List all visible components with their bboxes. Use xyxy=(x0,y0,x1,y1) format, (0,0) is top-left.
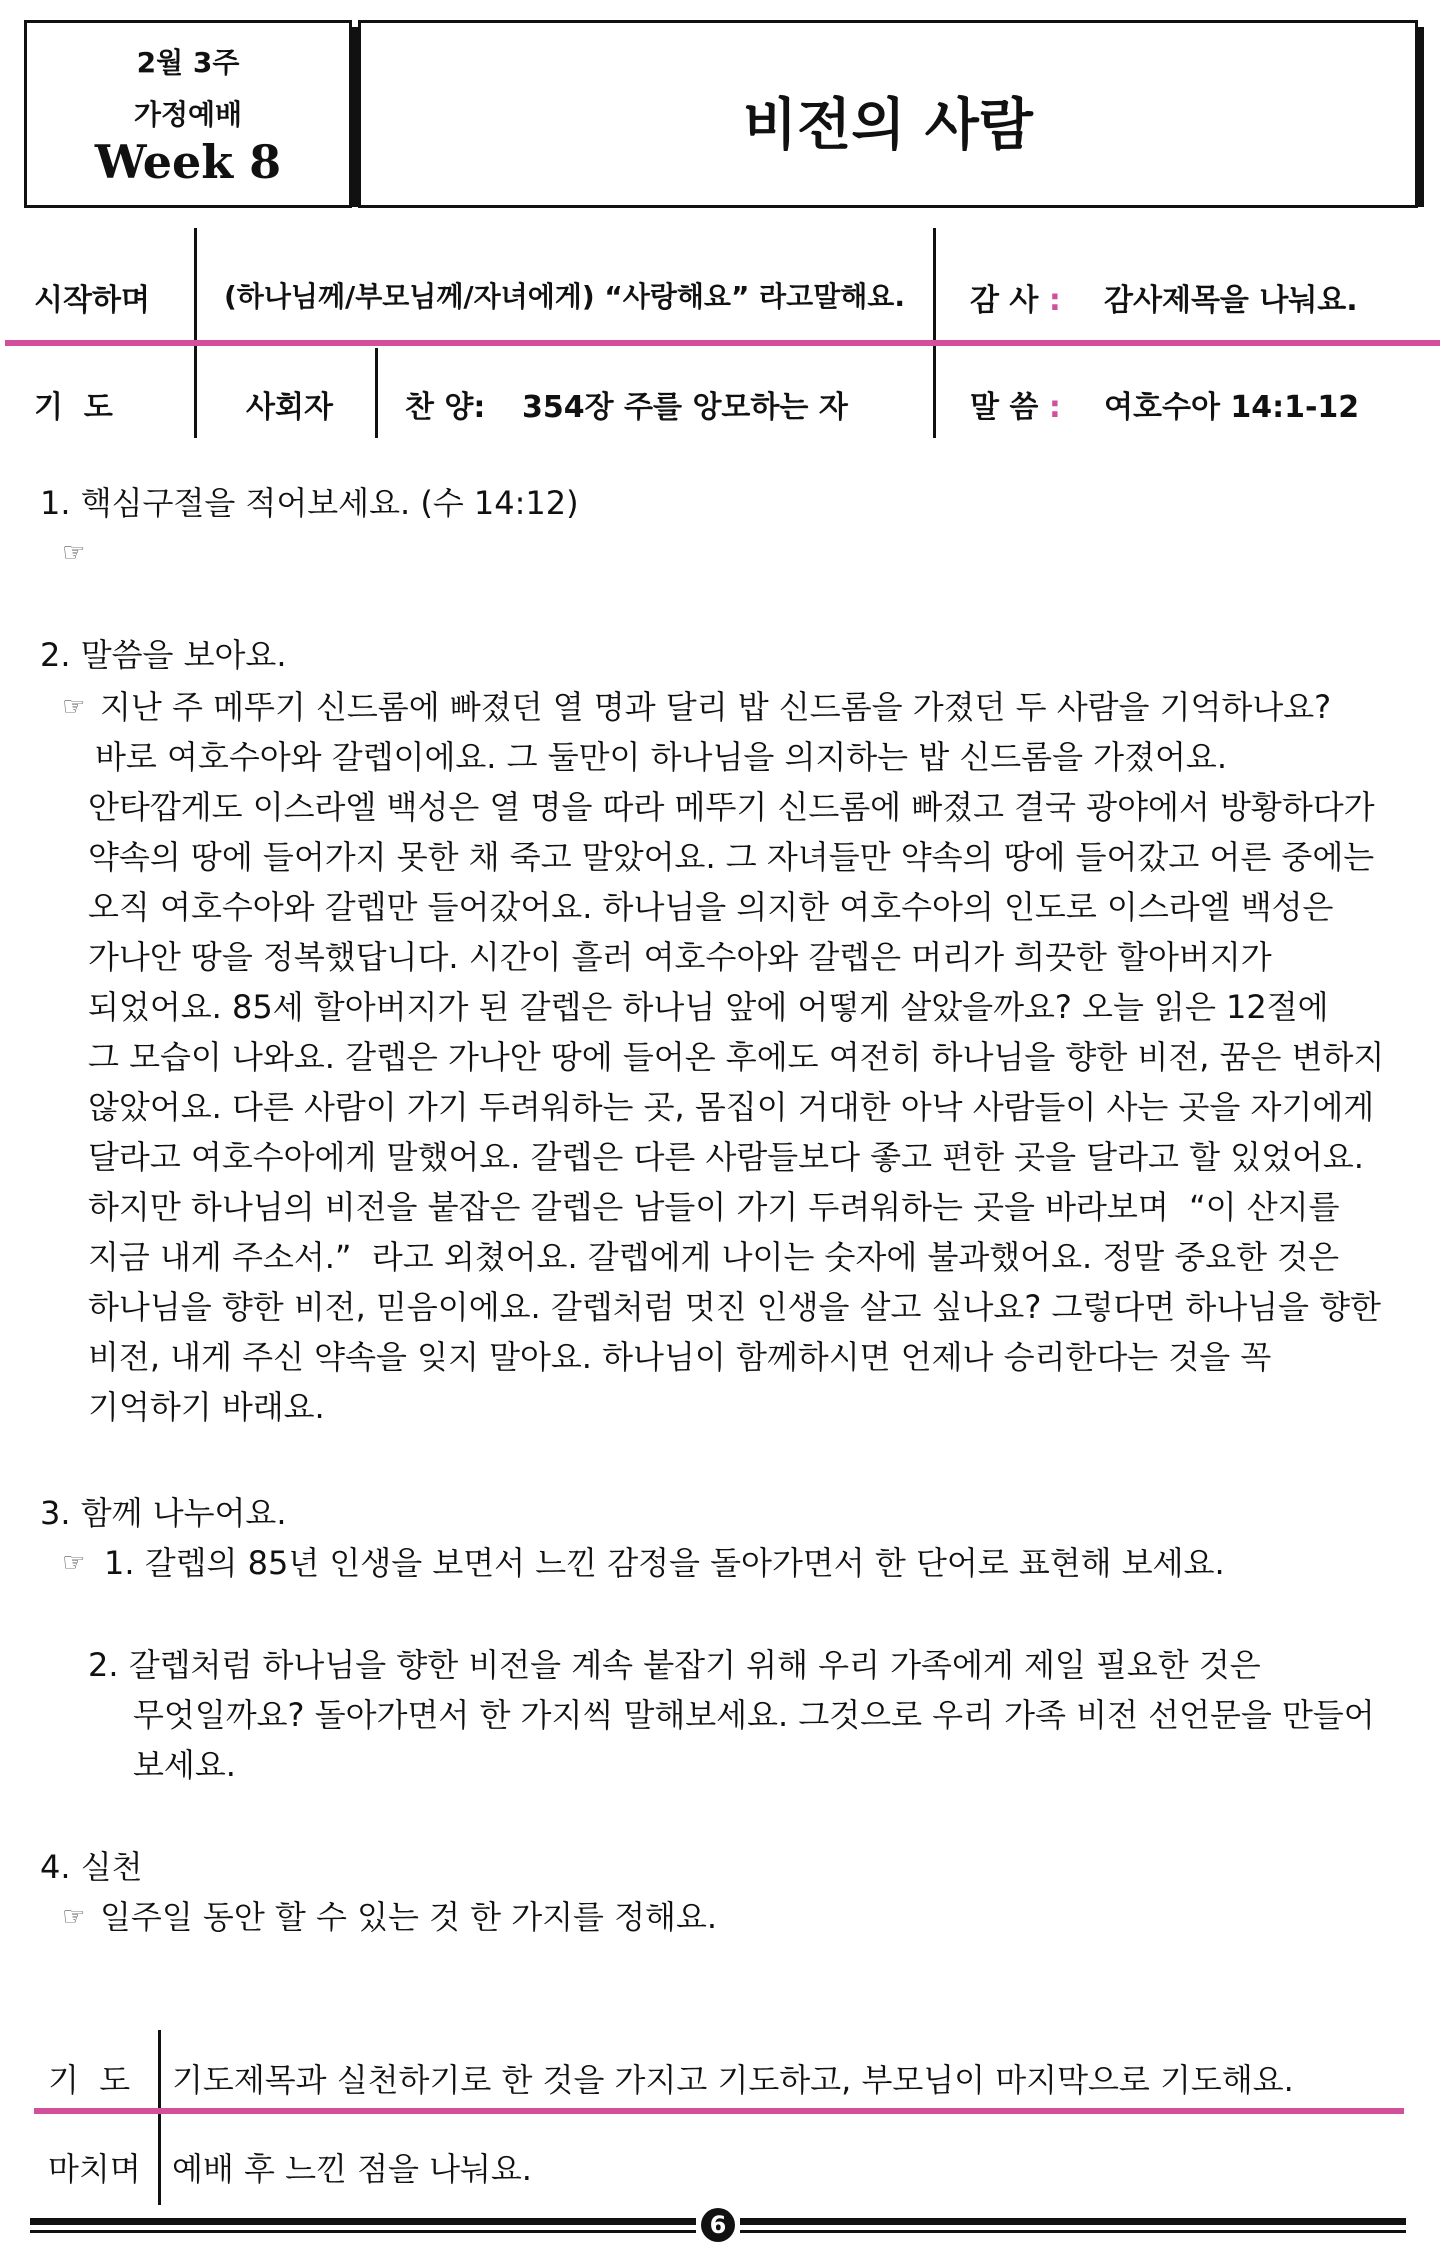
discussion-question-2: 2. 갈렙처럼 하나님을 향한 비전을 계속 붙잡기 위해 우리 가족에게 제일 필요한 것은 xyxy=(88,1646,1261,1684)
table-divider xyxy=(933,228,936,438)
sermon-line: 하나님을 향한 비전, 믿음이에요. 갈렙처럼 멋진 인생을 살고 싶나요? 그렇다면 하나님을 향한 xyxy=(88,1288,1381,1326)
sermon-line: 오직 여호수아와 갈렙만 들어갔어요. 하나님을 의지한 여호수아의 인도로 이스라엘 백성은 xyxy=(88,888,1334,926)
closing-label: 마치며 xyxy=(48,2150,141,2188)
section-1-title: 1. 핵심구절을 적어보세요. (수 14:12) xyxy=(40,484,579,522)
section-3-title: 3. 함께 나누어요. xyxy=(40,1494,287,1532)
sermon-line: 안타깝게도 이스라엘 백성은 열 명을 따라 메뚜기 신드롬에 빠졌고 결국 광야에서 방황하다가 xyxy=(88,788,1375,826)
thanks-label xyxy=(970,275,1061,319)
table-divider xyxy=(158,2030,161,2205)
leader-label: 사회자 xyxy=(246,390,333,425)
footer-rule xyxy=(740,2218,1406,2225)
discussion-question-1: 1. 갈렙의 85년 인생을 보면서 느낀 감정을 돌아가면서 한 단어로 표현해 보세요. xyxy=(104,1544,1225,1582)
pointing-hand-icon: ☞ xyxy=(62,692,86,722)
sermon-line: 그 모습이 나와요. 갈렙은 가나안 땅에 들어온 후에도 여전히 하나님을 향한 비전, 꿈은 변하지 xyxy=(88,1038,1385,1076)
week-label: 2월 3주 xyxy=(136,46,240,79)
pointing-hand-icon: ☞ xyxy=(62,538,86,568)
word-label-text: 말 씀 xyxy=(970,390,1039,425)
footer-rule xyxy=(740,2230,1406,2233)
hymn-label: 찬 양: xyxy=(405,390,486,425)
table-row-divider xyxy=(34,2108,1404,2114)
colon-mark: : xyxy=(1038,283,1061,318)
colon-mark: : xyxy=(1038,390,1061,425)
page-title: 비전의 사람 xyxy=(743,93,1033,158)
sermon-line: 지난 주 메뚜기 신드롬에 빠졌던 열 명과 달리 밥 신드롬을 가졌던 두 사람을 기억하나요? xyxy=(100,688,1332,726)
page-number: 6 xyxy=(701,2208,735,2242)
prayer-label: 기 도 xyxy=(34,390,113,425)
table-divider xyxy=(375,348,378,438)
week-number: Week 8 xyxy=(94,135,282,189)
footer-rule xyxy=(30,2230,696,2233)
table-divider xyxy=(194,228,197,438)
section-4-title: 4. 실천 xyxy=(40,1848,143,1886)
sermon-line: 약속의 땅에 들어가지 못한 채 죽고 말았어요. 그 자녀들만 약속의 땅에 들어갔고 어른 중에는 xyxy=(88,838,1375,876)
pointing-hand-icon: ☞ xyxy=(62,1548,86,1578)
sermon-line: 되었어요. 85세 할아버지가 된 갈렙은 하나님 앞에 어떻게 살았을까요? 오늘 읽은 12절에 xyxy=(88,988,1329,1026)
pointing-hand-icon: ☞ xyxy=(62,1902,86,1932)
discussion-question-2: 보세요. xyxy=(133,1746,236,1784)
section-2-title: 2. 말씀을 보아요. xyxy=(40,636,287,674)
thanks-label-text: 감 사 xyxy=(970,283,1039,318)
table-row-divider xyxy=(5,340,1440,346)
practice-text: 일주일 동안 할 수 있는 것 한 가지를 정해요. xyxy=(100,1898,718,1936)
sermon-line: 않았어요. 다른 사람이 가기 두려워하는 곳, 몸집이 거대한 아낙 사람들이 사는 곳을 자기에게 xyxy=(88,1088,1375,1126)
scripture-reference: 여호수아 14:1-12 xyxy=(1104,390,1360,425)
start-label: 시작하며 xyxy=(34,283,150,318)
sermon-line: 가나안 땅을 정복했답니다. 시간이 흘러 여호수아와 갈렙은 머리가 희끗한 할아버지가 xyxy=(88,938,1272,976)
hymn-text: 354장 주를 앙모하는 자 xyxy=(522,390,848,425)
thanks-text: 감사제목을 나눠요. xyxy=(1104,283,1358,318)
closing-prayer-text: 기도제목과 실천하기로 한 것을 가지고 기도하고, 부모님이 마지막으로 기도해요. xyxy=(172,2061,1294,2099)
closing-text: 예배 후 느낀 점을 나눠요. xyxy=(172,2150,532,2188)
week-box xyxy=(24,20,352,208)
word-label xyxy=(970,382,1061,426)
sermon-line: 달라고 여호수아에게 말했어요. 갈렙은 다른 사람들보다 좋고 편한 곳을 달라고 할 있었어요. xyxy=(88,1138,1364,1176)
start-text: (하나님께/부모님께/자녀에게) “사랑해요” 라고말해요. xyxy=(224,280,905,313)
title-box xyxy=(358,20,1418,208)
sermon-line: 하지만 하나님의 비전을 붙잡은 갈렙은 남들이 가기 두려워하는 곳을 바라보며 “이 산지를 xyxy=(88,1188,1340,1226)
sermon-line: 기억하기 바래요. xyxy=(88,1388,325,1426)
worship-type: 가정예배 xyxy=(133,98,243,131)
footer-rule xyxy=(30,2218,696,2225)
sermon-line: 비전, 내게 주신 약속을 잊지 말아요. 하나님이 함께하시면 언제나 승리한다는 것을 꼭 xyxy=(88,1338,1272,1376)
sermon-line: 지금 내게 주소서.” 라고 외쳤어요. 갈렙에게 나이는 숫자에 불과했어요. 정말 중요한 것은 xyxy=(88,1238,1340,1276)
closing-prayer-label: 기 도 xyxy=(48,2061,131,2099)
discussion-question-2: 무엇일까요? 돌아가면서 한 가지씩 말해보세요. 그것으로 우리 가족 비전 선언문을 만들어 xyxy=(133,1696,1375,1734)
sermon-line: 바로 여호수아와 갈렙이에요. 그 둘만이 하나님을 의지하는 밥 신드롬을 가졌어요. xyxy=(95,738,1227,776)
